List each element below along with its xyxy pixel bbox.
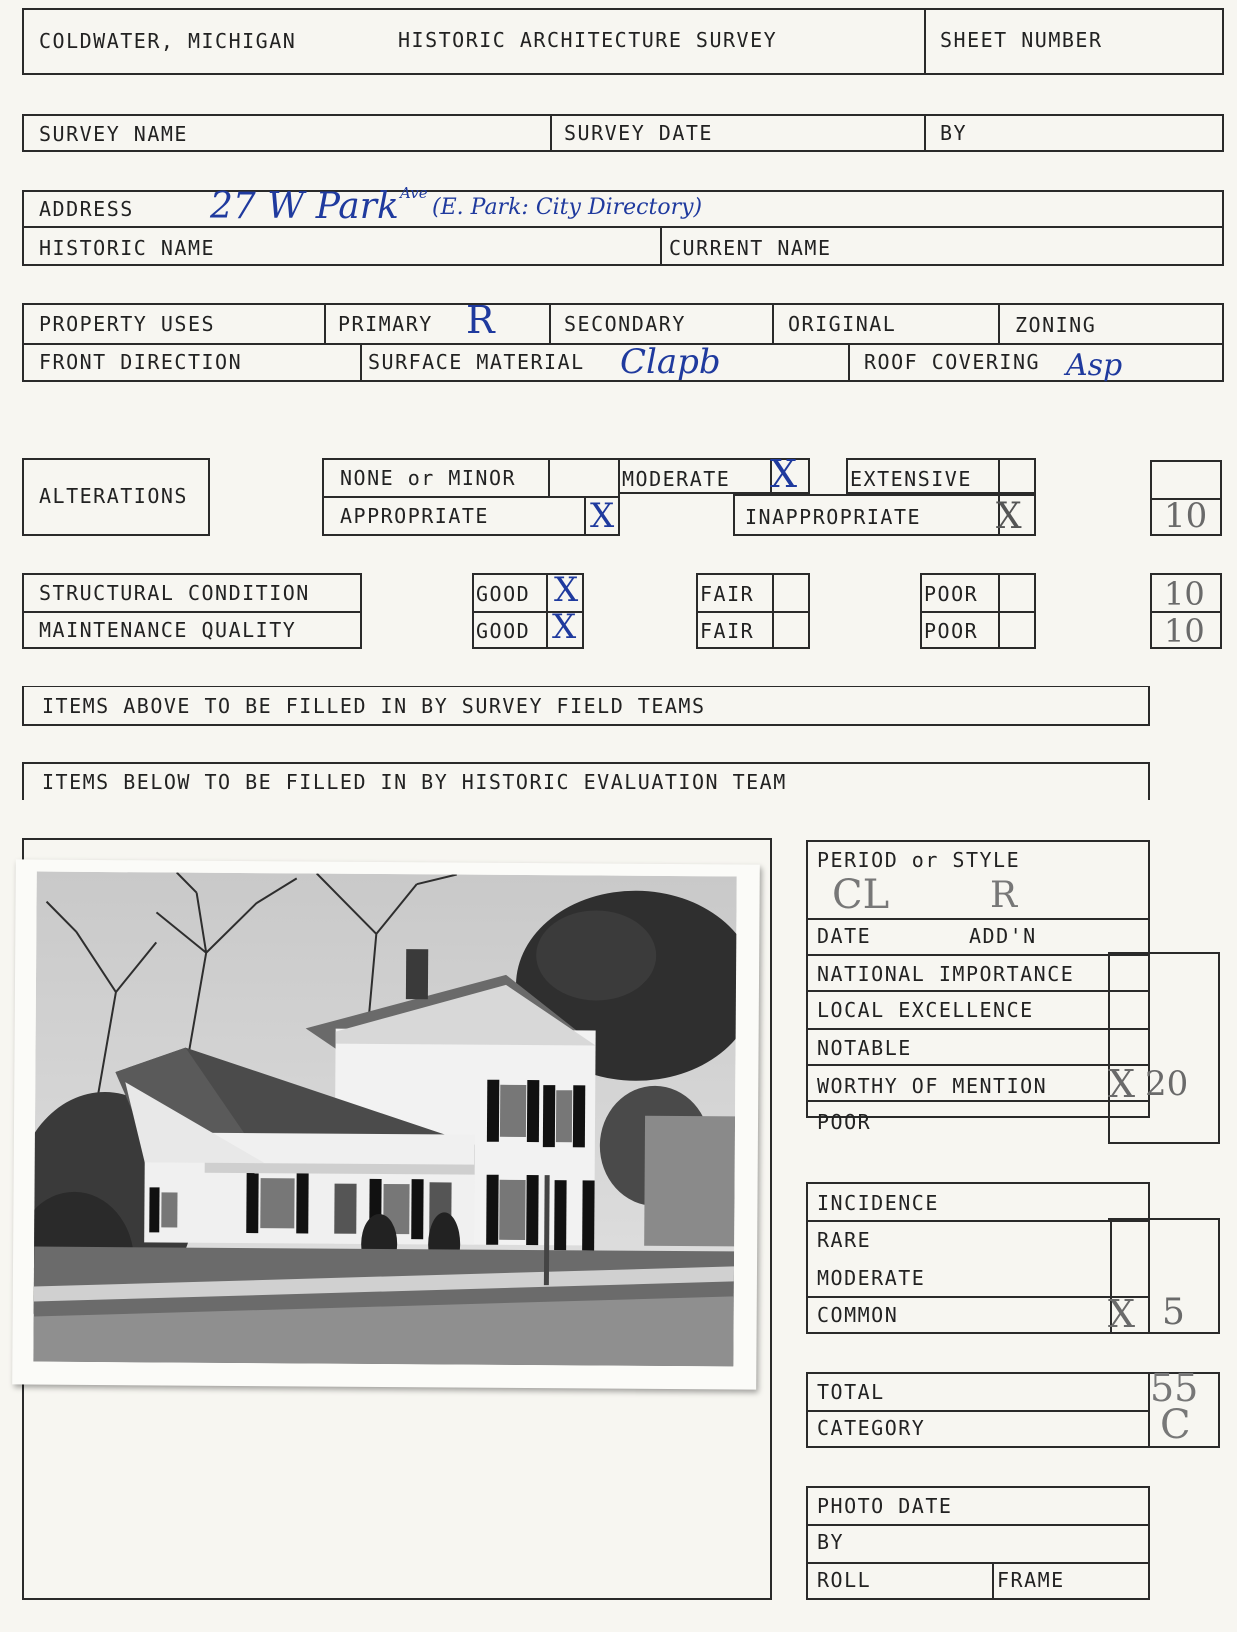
survey-title: HISTORIC ARCHITECTURE SURVEY: [398, 28, 778, 52]
worthy-score: 20: [1145, 1064, 1189, 1104]
frame-label: FRAME: [997, 1568, 1065, 1592]
city-label: COLDWATER, MICHIGAN: [39, 29, 297, 53]
common-mark: X: [1108, 1292, 1136, 1336]
category-label: CATEGORY: [817, 1416, 926, 1440]
structural-poor-label: POOR: [924, 582, 979, 606]
survey-name-label: SURVEY NAME: [39, 122, 188, 146]
alterations-label: ALTERATIONS: [39, 484, 188, 508]
survey-by-label: BY: [940, 121, 968, 145]
photo-date-label: PHOTO DATE: [817, 1494, 953, 1518]
address-label: ADDRESS: [39, 197, 134, 221]
category-value: C: [1160, 1402, 1191, 1448]
zoning-label: ZONING: [1015, 313, 1097, 337]
maintenance-fair-label: FAIR: [700, 619, 755, 643]
address-value-superscript: Ave: [400, 184, 428, 202]
primary-label: PRIMARY: [338, 312, 433, 336]
appropriate-mark: X: [590, 496, 615, 536]
total-value: 55: [1150, 1366, 1199, 1410]
maintenance-good-label: GOOD: [476, 619, 531, 643]
roll-label: ROLL: [817, 1568, 872, 1592]
alterations-score: 10: [1164, 496, 1208, 536]
poor-label: POOR: [817, 1110, 872, 1134]
local-excellence-label: LOCAL EXCELLENCE: [817, 998, 1034, 1022]
maintenance-quality-label: MAINTENANCE QUALITY: [39, 618, 297, 642]
period-value-1: CL: [832, 872, 890, 918]
maintenance-poor-label: POOR: [924, 619, 979, 643]
common-score: 5: [1162, 1292, 1185, 1333]
period-style-label: PERIOD or STYLE: [817, 848, 1021, 872]
roof-covering-label: ROOF COVERING: [864, 350, 1041, 374]
structural-condition-label: STRUCTURAL CONDITION: [39, 581, 310, 605]
extensive-label: EXTENSIVE: [850, 467, 972, 491]
house-photo: [33, 872, 736, 1367]
front-direction-label: FRONT DIRECTION: [39, 350, 243, 374]
primary-value: R: [466, 298, 495, 342]
common-label: COMMON: [817, 1303, 899, 1327]
roof-covering-value: Asp: [1066, 348, 1123, 383]
date-label: DATE: [817, 924, 872, 948]
surface-material-value: Clapb: [620, 342, 721, 382]
moderate-label: MODERATE: [622, 467, 731, 491]
incidence-label: INCIDENCE: [817, 1191, 939, 1215]
house-photo-mount: [12, 859, 760, 1389]
original-label: ORIGINAL: [788, 312, 897, 336]
structural-fair-label: FAIR: [700, 582, 755, 606]
structural-good-label: GOOD: [476, 582, 531, 606]
maintenance-good-mark: X: [552, 607, 577, 647]
notable-label: NOTABLE: [817, 1036, 912, 1060]
period-value-2: R: [990, 875, 1018, 916]
total-label: TOTAL: [817, 1380, 885, 1404]
address-value: 27 W Park: [210, 186, 399, 227]
inappropriate-label: INAPPROPRIATE: [745, 505, 922, 529]
worthy-of-mention-label: WORTHY OF MENTION: [817, 1074, 1048, 1098]
current-name-label: CURRENT NAME: [669, 236, 832, 260]
moderate-mark: X: [770, 452, 798, 496]
secondary-label: SECONDARY: [564, 312, 686, 336]
historic-name-label: HISTORIC NAME: [39, 236, 216, 260]
structural-score: 10: [1164, 575, 1205, 613]
sheet-number-label: SHEET NUMBER: [940, 28, 1103, 52]
note-above: ITEMS ABOVE TO BE FILLED IN BY SURVEY FIELD TEAMS: [42, 694, 706, 718]
note-below: ITEMS BELOW TO BE FILLED IN BY HISTORIC EVALUATION TEAM: [42, 770, 787, 794]
maintenance-score: 10: [1164, 612, 1205, 650]
address-note: (E. Park: City Directory): [432, 195, 703, 220]
survey-date-label: SURVEY DATE: [564, 121, 713, 145]
property-uses-label: PROPERTY USES: [39, 312, 216, 336]
moderate-incidence-label: MODERATE: [817, 1266, 926, 1290]
addn-label: ADD'N: [969, 924, 1037, 948]
rare-label: RARE: [817, 1228, 872, 1252]
appropriate-label: APPROPRIATE: [340, 504, 489, 528]
inappropriate-mark: X: [996, 496, 1022, 537]
evaluation-score-column: [1108, 952, 1220, 1144]
none-minor-label: NONE or MINOR: [340, 466, 517, 490]
worthy-mark: X: [1108, 1062, 1136, 1106]
national-importance-label: NATIONAL IMPORTANCE: [817, 962, 1075, 986]
surface-material-label: SURFACE MATERIAL: [368, 350, 585, 374]
structural-good-mark: X: [554, 570, 579, 610]
photo-by-label: BY: [817, 1530, 845, 1554]
